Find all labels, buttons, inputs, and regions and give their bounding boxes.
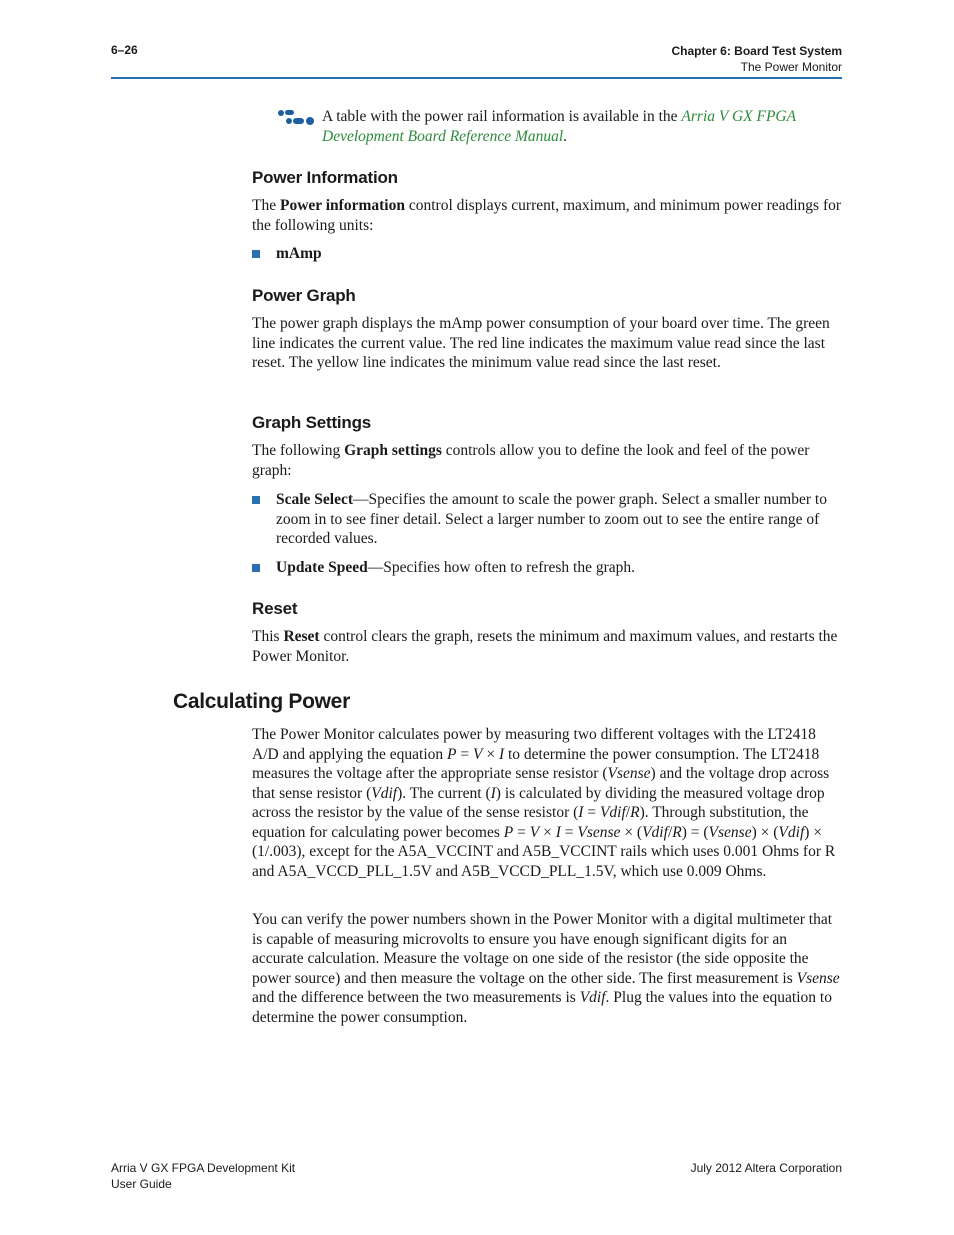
variable-symbol: I bbox=[578, 804, 584, 821]
variable-symbol: Vsense bbox=[796, 969, 840, 987]
header-rule bbox=[111, 77, 842, 79]
variable-symbol: Vdif bbox=[642, 823, 668, 841]
calc-power-text-1 bbox=[252, 725, 842, 881]
scale-select-text: —Specifies the amount to scale the power graph. Select a smaller number to zoom in to see finer detail. Select a larger number to zoom out to see the entire range of recorded values. bbox=[276, 491, 827, 547]
note-icon bbox=[276, 109, 316, 127]
bullet-mamp bbox=[252, 244, 842, 264]
variable-symbol: Vdif bbox=[371, 784, 398, 802]
footer-right: July 2012 Altera Corporation bbox=[690, 1161, 842, 1175]
heading-power-information: Power Information bbox=[252, 168, 398, 187]
text-run: to determine the power consumption. The LT2418 measures the voltage after the appropriate sense resistor ( bbox=[252, 745, 820, 782]
heading-reset: Reset bbox=[252, 599, 298, 618]
variable-symbol: Vsense bbox=[577, 823, 621, 841]
reset-bold: Reset bbox=[283, 628, 320, 645]
reset-text-b: control clears the graph, resets the minimum and maximum values, and restarts the Power Monitor. bbox=[252, 628, 838, 665]
power-graph-paragraph bbox=[252, 314, 842, 373]
text-run: ) × (1/.003), except for the A5A_VCCINT and A5B_VCCINT rails which uses 0.001 Ohms for R and A5A_VCCD_PLL_1.5V and A5B_VCCD_PLL_1.5V, which use 0.009 Ohms. bbox=[252, 823, 836, 880]
graph-settings-text-a: The following bbox=[252, 442, 345, 459]
chapter-title: Chapter 6: Board Test System bbox=[671, 44, 842, 58]
text-run: ) is calculated by dividing the measured voltage drop across the resistor by the value of the sense resistor ( bbox=[252, 784, 825, 821]
footer-doc-type: User Guide bbox=[111, 1177, 172, 1191]
variable-symbol: P bbox=[503, 823, 514, 841]
power-info-text-a: The bbox=[252, 197, 280, 214]
running-header bbox=[672, 43, 843, 75]
power-info-bold: Power information bbox=[279, 197, 405, 214]
variable-symbol: I bbox=[555, 823, 561, 841]
variable-symbol: Vdif bbox=[599, 804, 626, 821]
calculating-power-paragraph-1 bbox=[252, 725, 842, 881]
variable-symbol: Vsense bbox=[607, 765, 651, 782]
bullet-mamp-text: mAmp bbox=[276, 245, 322, 262]
reference-manual-link[interactable]: Arria V GX FPGA Development Board Reference Manual bbox=[322, 108, 796, 145]
bullet-update-speed bbox=[252, 558, 842, 578]
update-speed-label: Update Speed bbox=[276, 559, 368, 576]
text-run: . Plug the values into the equation to determine the power consumption. bbox=[252, 989, 832, 1026]
power-info-text-b: control displays current, maximum, and minimum power readings for the following units: bbox=[252, 197, 842, 234]
variable-symbol: I bbox=[498, 745, 505, 763]
text-run: = bbox=[456, 745, 473, 763]
heading-power-graph: Power Graph bbox=[252, 286, 356, 305]
variable-symbol: Vdif bbox=[778, 823, 805, 841]
text-run: / bbox=[625, 804, 631, 821]
reset-text-a: This bbox=[252, 628, 284, 645]
reset-paragraph bbox=[252, 627, 842, 666]
heading-graph-settings: Graph Settings bbox=[252, 413, 372, 432]
variable-symbol: R bbox=[672, 823, 682, 841]
bullet-scale-select bbox=[252, 490, 842, 549]
variable-symbol: P bbox=[447, 745, 457, 763]
page-number: 6–26 bbox=[111, 43, 138, 57]
power-graph-text: The power graph displays the mAmp power consumption of your board over time. The green line indicates the current value. The red line indicates the maximum value read since the last reset. The yellow line indicates the minimum value read since the last reset. bbox=[252, 315, 830, 371]
footer-kit-name: Arria V GX FPGA Development Kit bbox=[111, 1161, 296, 1175]
text-run: You can verify the power numbers shown in the Power Monitor with a digital multimeter that is capable of measuring microvolts to ensure you have enough significant digits for an accurate calculation. Measure the voltage on one side of the resistor (the side opposite the power source) and then measure the voltage on the other side. The first measurement is bbox=[252, 911, 833, 987]
text-run: ) × ( bbox=[751, 823, 779, 841]
text-run: ) and the voltage drop across that sense resistor ( bbox=[252, 765, 830, 802]
text-run: The Power Monitor calculates power by measuring two different voltages with the LT2418 A/D and applying the equation bbox=[252, 726, 816, 763]
text-run: and the difference between the two measurements is bbox=[252, 989, 580, 1006]
text-run: × bbox=[539, 823, 556, 841]
scale-select-label: Scale Select bbox=[276, 491, 354, 508]
bullet-square-icon bbox=[252, 250, 260, 258]
text-run: × bbox=[482, 745, 499, 763]
variable-symbol: R bbox=[630, 804, 640, 821]
text-run: ) = ( bbox=[681, 823, 709, 841]
graph-settings-bold: Graph settings bbox=[344, 442, 442, 459]
update-speed-text: —Specifies how often to refresh the graph. bbox=[367, 559, 636, 576]
note-text-after: . bbox=[563, 128, 568, 145]
variable-symbol: Vdif bbox=[579, 989, 606, 1006]
text-run: / bbox=[667, 823, 673, 841]
section-title: The Power Monitor bbox=[740, 60, 842, 74]
graph-settings-paragraph bbox=[252, 441, 842, 480]
variable-symbol: V bbox=[529, 823, 540, 841]
text-run: = bbox=[560, 823, 578, 841]
text-run: ). Through substitution, the equation for calculating power becomes bbox=[252, 804, 809, 841]
text-run: ). The current ( bbox=[397, 784, 491, 802]
calculating-power-paragraph-2 bbox=[252, 910, 842, 1027]
variable-symbol: V bbox=[472, 745, 483, 763]
variable-symbol: I bbox=[490, 784, 496, 802]
bullet-square-icon bbox=[252, 564, 260, 572]
variable-symbol: Vsense bbox=[708, 823, 752, 841]
note-text-before: A table with the power rail information is available in the bbox=[322, 108, 682, 125]
calc-power-text-2 bbox=[252, 910, 842, 1027]
text-run: = bbox=[583, 804, 600, 821]
note-text bbox=[322, 107, 842, 147]
bullet-square-icon bbox=[252, 496, 260, 504]
power-information-paragraph bbox=[252, 196, 842, 235]
graph-settings-text-b: controls allow you to define the look and feel of the power graph: bbox=[252, 442, 810, 479]
heading-calculating-power: Calculating Power bbox=[173, 690, 350, 713]
text-run: × ( bbox=[620, 823, 643, 841]
footer-left bbox=[111, 1160, 295, 1192]
text-run: = bbox=[513, 823, 530, 841]
